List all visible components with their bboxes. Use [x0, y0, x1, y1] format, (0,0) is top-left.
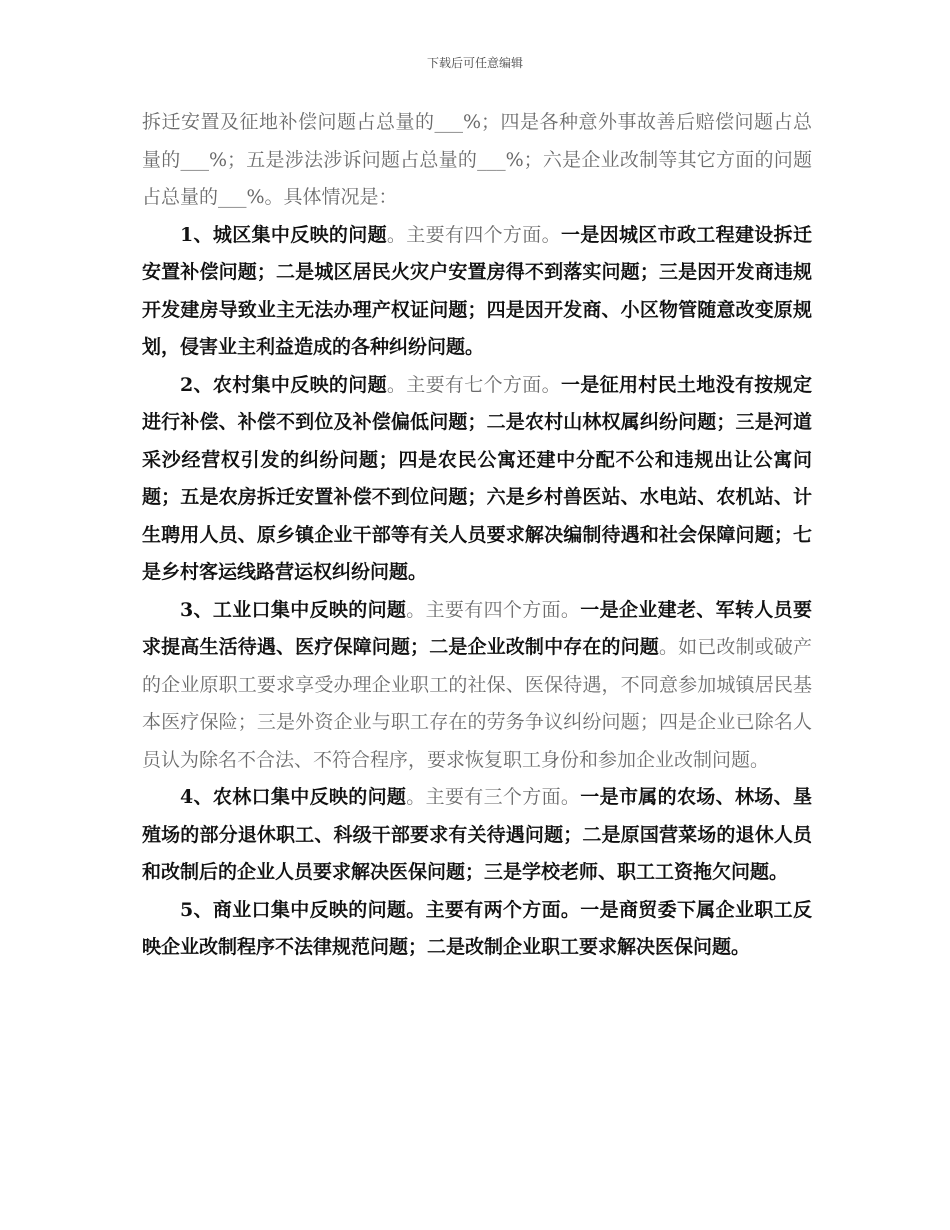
section-body: 一是企业建老、军转人员要求提高生活待遇、医疗保障问题；二是企业改制中存在的问题	[142, 598, 812, 658]
section-urban	[142, 217, 812, 367]
section-lead: 。主要有四个方面。	[406, 598, 581, 621]
section-lead: 。主要有三个方面。	[406, 786, 581, 808]
section-lead: 。主要有四个方面。	[386, 223, 561, 246]
section-body: 一是因城区市政工程建设拆迁安置补偿问题；二是城区居民火灾户安置房得不到落实问题；三是因开发商违规开发建房导致业主无法办理产权证问题；四是因开发商、小区物管随意改变原规划，侵害业主利益造成的各种纠纷问题。	[142, 223, 812, 358]
section-body: 一是商贸委下属企业职工反映企业改制程序不法律规范问题；二是改制企业职工要求解决医保问题。	[142, 898, 812, 958]
section-tail: 。如已改制或破产的企业原职工要求享受办理企业职工的社保、医保待遇，不同意参加城镇居民基本医疗保险；三是外资企业与职工存在的劳务争议纠纷问题；四是企业已除名人员认为除名不合法、不符合程序，要求恢复职工身份和参加企业改制问题。	[142, 636, 812, 771]
section-heading: 3、工业口集中反映的问题	[180, 598, 407, 621]
document-body	[142, 104, 812, 967]
section-lead: 。主要有两个方面。	[406, 898, 581, 921]
section-body: 一是征用村民土地没有按规定进行补偿、补偿不到位及补偿偏低问题；二是农村山林权属纠纷问题；三是河道采沙经营权引发的纠纷问题；四是农民公寓还建中分配不公和违规出让公寓问题；五是农房拆迁安置补偿不到位问题；六是乡村兽医站、水电站、农机站、计生聘用人员、原乡镇企业干部等有关人员要求解决编制待遇和社会保障问题；七是乡村客运线路营运权纠纷问题。	[142, 373, 812, 583]
section-heading: 5、商业口集中反映的问题	[180, 898, 407, 921]
section-heading: 4、农林口集中反映的问题	[180, 786, 407, 808]
section-body: 一是市属的农场、林场、垦殖场的部分退休职工、科级干部要求有关待遇问题；二是原国营菜场的退休人员和改制后的企业人员要求解决医保问题；三是学校老师、职工工资拖欠问题。	[142, 786, 812, 883]
page-header: 下载后可任意编辑	[426, 56, 523, 70]
section-heading: 2、农村集中反映的问题	[180, 373, 387, 396]
section-lead: 。主要有七个方面。	[386, 373, 561, 396]
section-industry	[142, 592, 812, 780]
section-agriculture-forestry	[142, 779, 812, 892]
intro-paragraph: 拆迁安置及征地补偿问题占总量的___%；四是各种意外事故善后赔偿问题占总量的___%；五是涉法涉诉问题占总量的___%；六是企业改制等其它方面的问题占总量的___%。具体情况是：	[142, 111, 812, 208]
section-rural	[142, 367, 812, 592]
section-heading: 1、城区集中反映的问题	[180, 223, 387, 246]
section-commerce	[142, 892, 812, 967]
